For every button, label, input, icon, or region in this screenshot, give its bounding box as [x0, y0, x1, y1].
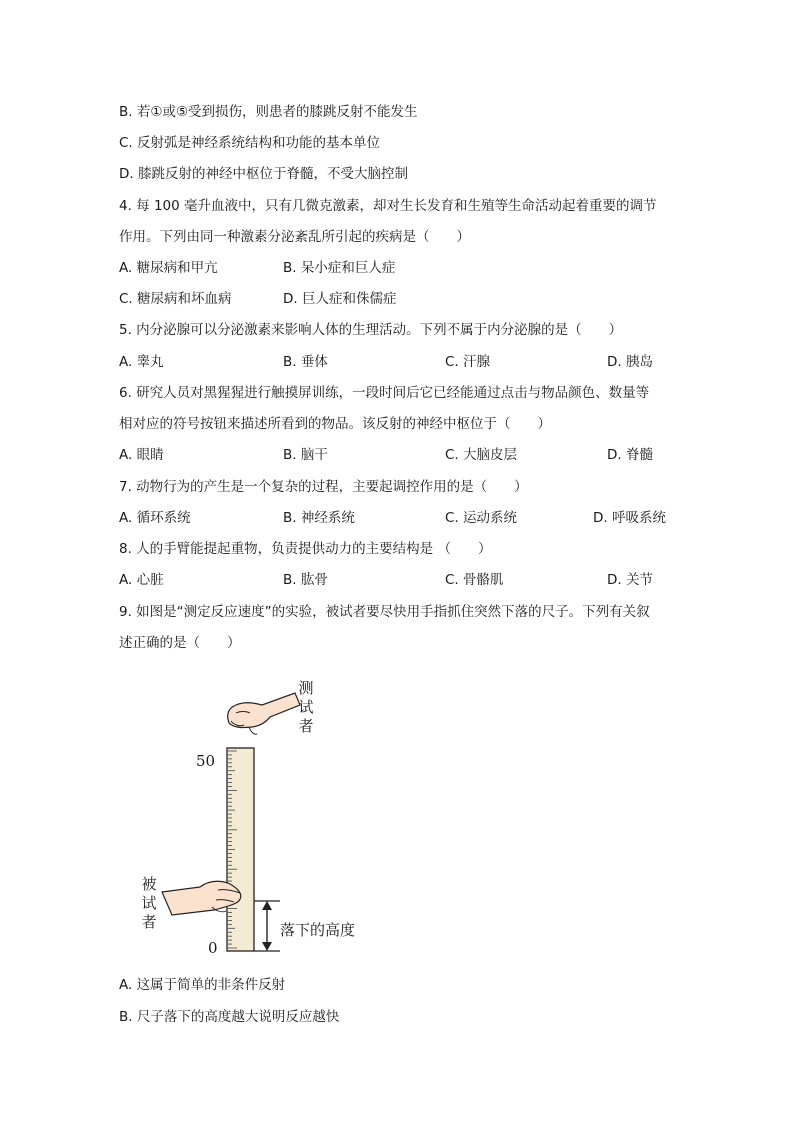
q9-option-b: B. 尺子落下的高度越大说明反应越快 [119, 1009, 340, 1025]
q7-option-d: D. 呼吸系统 [593, 510, 666, 526]
tester-label: 测 试 者 [298, 679, 314, 735]
q5-option-d: D. 胰岛 [607, 354, 653, 370]
q5-stem: 5. 内分泌腺可以分泌激素来影响人体的生理活动。下列不属于内分泌腺的是（ ） [119, 322, 623, 338]
q8-stem: 8. 人的手臂能提起重物，负责提供动力的主要结构是 （ ） [119, 541, 492, 557]
q4-option-d: D. 巨人症和侏儒症 [283, 291, 397, 307]
q6-stem-line2: 相对应的符号按钮来描述所看到的物品。该反射的神经中枢位于（ ） [119, 416, 551, 432]
q7-stem: 7. 动物行为的产生是一个复杂的过程，主要起调控作用的是（ ） [119, 479, 528, 495]
q5-option-b: B. 垂体 [283, 354, 328, 370]
fall-height-label: 落下的高度 [280, 921, 356, 939]
ruler-top-value: 50 [196, 752, 216, 770]
fall-height-arrow [254, 901, 280, 951]
q6-option-a: A. 眼睛 [119, 447, 164, 463]
q4-option-b: B. 呆小症和巨人症 [283, 260, 396, 276]
q3-option-c: C. 反射弧是神经系统结构和功能的基本单位 [119, 135, 381, 151]
q7-option-b: B. 神经系统 [283, 510, 355, 526]
q5-option-a: A. 睾丸 [119, 354, 164, 370]
q7-option-a: A. 循环系统 [119, 510, 191, 526]
q6-option-d: D. 脊髓 [607, 447, 653, 463]
q4-stem-line1: 4. 每 100 毫升血液中，只有几微克激素，却对生长发育和生殖等生命活动起着重要的调节 [119, 198, 657, 214]
q8-option-d: D. 关节 [607, 572, 653, 588]
q3-option-b: B. 若①或⑤受到损伤，则患者的膝跳反射不能发生 [119, 104, 418, 120]
ruler-bottom-value: 0 [208, 939, 218, 957]
q8-option-b: B. 肱骨 [283, 572, 328, 588]
q9-option-a: A. 这属于简单的非条件反射 [119, 977, 286, 993]
tester-hand [228, 693, 300, 734]
q8-option-a: A. 心脏 [119, 572, 164, 588]
subject-label: 被 试 者 [141, 875, 157, 931]
q4-option-c: C. 糖尿病和坏血病 [119, 291, 232, 307]
q8-option-c: C. 骨骼肌 [445, 572, 504, 588]
q9-stem-line2: 述正确的是（ ） [119, 635, 241, 651]
q4-stem-line2: 作用。下列由同一种激素分泌紊乱所引起的疾病是（ ） [119, 229, 470, 245]
q5-option-c: C. 汗腺 [445, 354, 491, 370]
q9-stem-line1: 9. 如图是“测定反应速度”的实验，被试者要尽快用手指抓住突然下落的尺子。下列有关叙 [119, 604, 650, 620]
q6-option-b: B. 脑干 [283, 447, 328, 463]
q6-stem-line1: 6. 研究人员对黑猩猩进行触摸屏训练，一段时间后它已经能通过点击与物品颜色、数量等 [119, 385, 650, 401]
q4-option-a: A. 糖尿病和甲亢 [119, 260, 218, 276]
q7-option-c: C. 运动系统 [445, 510, 518, 526]
q6-option-c: C. 大脑皮层 [445, 447, 518, 463]
reaction-test-figure [130, 675, 390, 965]
q3-option-d: D. 膝跳反射的神经中枢位于脊髓，不受大脑控制 [119, 166, 408, 182]
